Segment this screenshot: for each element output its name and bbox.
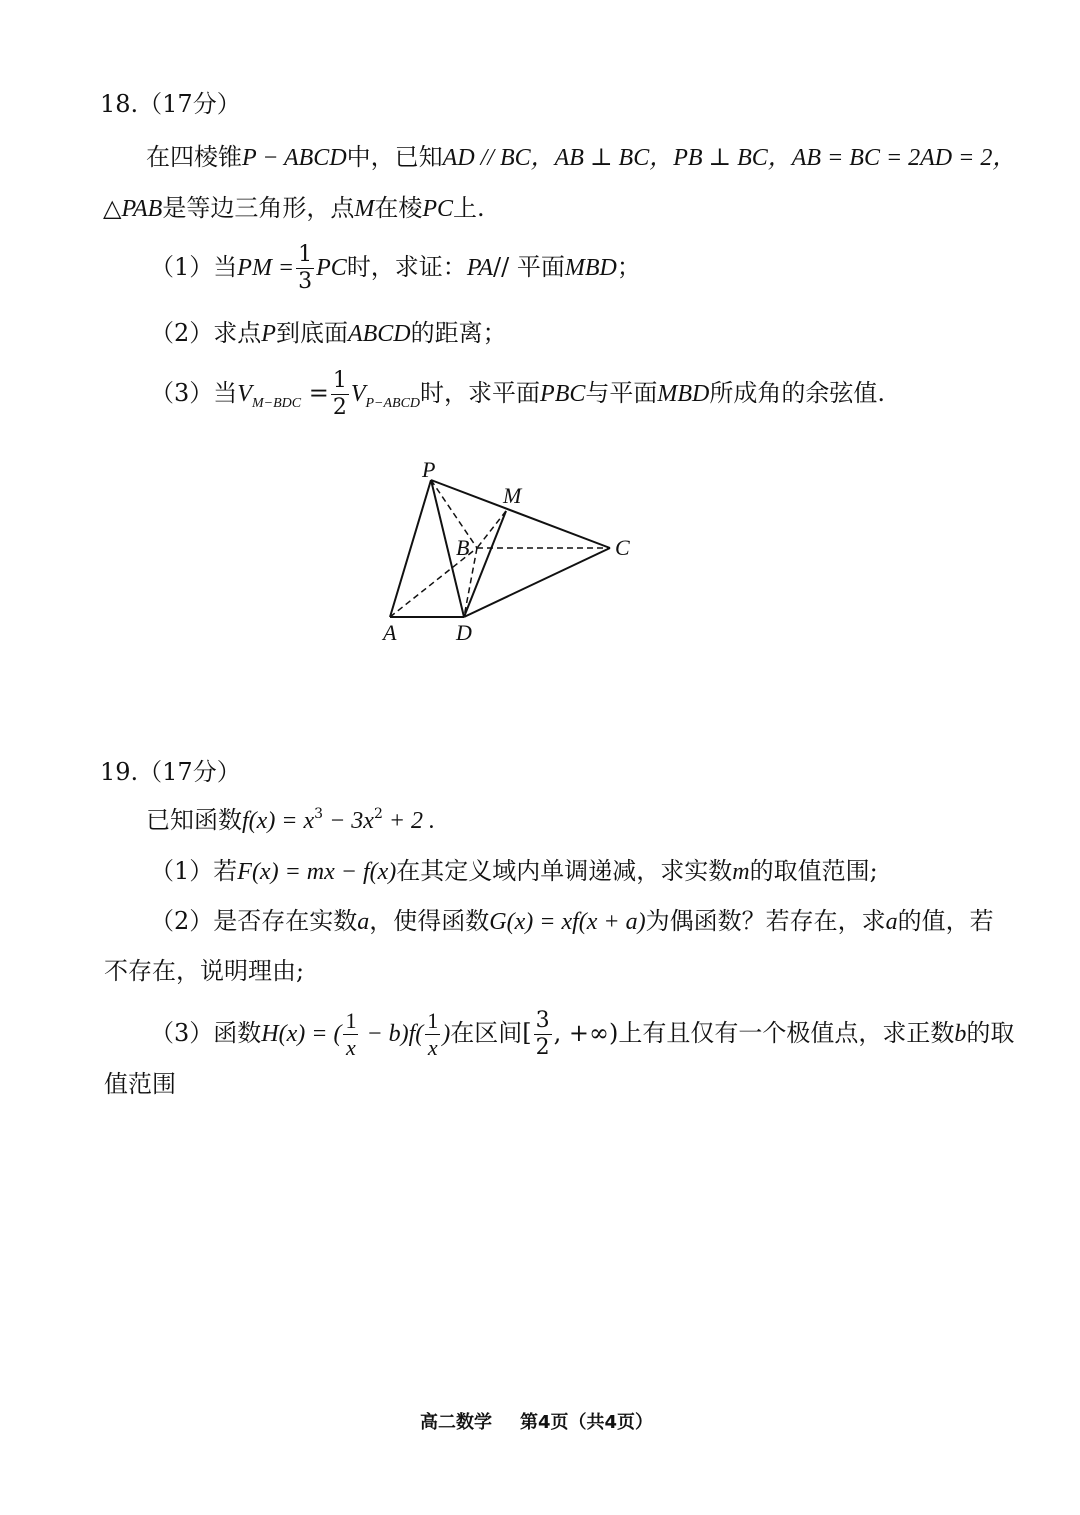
- q19-part2-line2: 不存在，说明理由;: [104, 957, 305, 985]
- q19-part2-a: a: [357, 909, 370, 935]
- q18-part2-text: 到底面: [275, 319, 348, 347]
- fraction-denominator: 2: [535, 1035, 550, 1060]
- q18-part3-eq: =: [308, 379, 329, 407]
- q18-conditions: AD // BC，AB ⊥ BC，PB ⊥ BC，AB = BC = 2AD = 2，: [442, 145, 1017, 171]
- q19-part3-fraction: [425, 1010, 440, 1059]
- q18-part1-text: // 平面: [493, 253, 565, 281]
- q18-part3-text: （3）当: [150, 379, 238, 407]
- q18-part3-v1-subscript: M−BDC: [251, 396, 302, 411]
- q19-part3-line1: [150, 1010, 1014, 1059]
- q19-part3-text: 在区间: [450, 1019, 523, 1047]
- q18-part2-text: 的距离；: [410, 319, 507, 347]
- q19-part1-m: m: [732, 859, 750, 885]
- q19-stem-text: 已知函数: [146, 806, 242, 834]
- q18-stem-line1: [146, 143, 1016, 173]
- q18-part3: [150, 370, 885, 419]
- q19-part2-text: 为偶函数？若存在，求: [645, 907, 886, 935]
- vertex-label-p: P: [422, 457, 436, 482]
- q19-part2-text: （2）是否存在实数: [150, 907, 358, 935]
- q19-part2-formula: G(x) = xf(x + a): [489, 909, 646, 935]
- q19-exponent: 2: [373, 806, 383, 822]
- q18-part2-p: P: [261, 321, 276, 347]
- q19-part2-line1: [150, 907, 994, 937]
- q19-stem: [146, 806, 435, 836]
- q18-part3-mbd: MBD: [657, 381, 710, 407]
- q19-part3-formula: − b)f(: [360, 1021, 424, 1047]
- fraction-denominator: x: [346, 1035, 356, 1060]
- q19-part2-text: ，使得函数: [369, 907, 490, 935]
- edge-dc: [464, 548, 610, 617]
- q18-point-m: M: [354, 196, 375, 222]
- q18-part1-pm: PM =: [237, 255, 295, 281]
- q19-part3-line2: 值范围: [104, 1070, 176, 1098]
- q19-part1: [150, 857, 878, 887]
- q18-pyramid-name: P − ABCD: [242, 145, 347, 171]
- fraction-denominator: 3: [298, 269, 313, 294]
- q19-part3-interval: , +∞): [553, 1019, 619, 1047]
- q18-header: 18.（17分）: [100, 90, 241, 118]
- q18-stem-text: 上.: [453, 194, 485, 222]
- q19-part2-a: a: [885, 909, 898, 935]
- q18-stem-text: 是等边三角形，点: [162, 194, 355, 222]
- q19-function-def: − 3x: [323, 808, 374, 834]
- fraction-numerator: 3: [535, 1008, 550, 1033]
- q19-part1-text: 在其定义域内单调递减，求实数: [396, 857, 733, 885]
- footer: [420, 1408, 653, 1434]
- q19-part3-formula: H(x) = (: [261, 1021, 342, 1047]
- fraction-numerator: 1: [298, 242, 313, 267]
- q18-part1-pa: PA: [466, 255, 494, 281]
- q19-part3-bracket: [: [522, 1019, 532, 1047]
- q18-part3-text: 所成角的余弦值.: [709, 379, 885, 407]
- q18-part1-pc: PC: [316, 255, 347, 281]
- q19-part2-text: 的值，若: [897, 907, 994, 935]
- q18-part1-text: ；: [616, 253, 641, 281]
- fraction-numerator: 1: [345, 1008, 357, 1033]
- footer-subject: 高二数学: [420, 1412, 492, 1433]
- q19-part1-text: 的取值范围;: [749, 857, 878, 885]
- edge-pb-hidden: [431, 480, 477, 548]
- q18-part3-fraction: [331, 370, 349, 419]
- q19-part1-formula: F(x) = mx − f(x): [237, 859, 397, 885]
- fraction-denominator: 2: [332, 395, 347, 420]
- q19-function-def: + 2 .: [382, 808, 436, 834]
- segment-mb-hidden: [477, 511, 506, 548]
- q19-part3-formula: ): [442, 1021, 451, 1047]
- q19-exponent: 3: [314, 806, 324, 822]
- pyramid-figure: [370, 455, 660, 655]
- q18-part1-mbd: MBD: [564, 255, 617, 281]
- vertex-label-c: C: [615, 535, 630, 560]
- q18-part1-text: 时，求证：: [346, 253, 467, 281]
- q18-part2-abcd: ABCD: [347, 321, 411, 347]
- footer-page-number: 第4页（共4页）: [520, 1412, 654, 1433]
- vertex-label-b: B: [456, 535, 470, 560]
- q19-header: 19.（17分）: [100, 758, 241, 786]
- q18-stem-text: 中，已知: [346, 143, 443, 171]
- fraction-numerator: 1: [427, 1008, 439, 1033]
- q18-part3-text: 时，求平面: [420, 379, 541, 407]
- q18-part3-v2-subscript: P−ABCD: [365, 396, 421, 411]
- q18-part3-v1: V: [237, 381, 252, 407]
- q18-part1-text: （1）当: [150, 253, 238, 281]
- vertex-label-a: A: [383, 620, 397, 645]
- q19-function-def: f(x) = x: [242, 808, 315, 834]
- q18-part3-text: 与平面: [585, 379, 658, 407]
- q18-stem-text: 在棱: [374, 194, 423, 222]
- q19-part3-fraction: [534, 1010, 552, 1059]
- q19-part3-text: （3）函数: [150, 1019, 262, 1047]
- q18-triangle: △PAB: [103, 196, 163, 222]
- q19-part3-fraction: [343, 1010, 358, 1059]
- fraction-numerator: 1: [332, 368, 347, 393]
- edge-pa: [390, 480, 431, 617]
- vertex-label-m: M: [503, 483, 522, 508]
- q18-stem-text: 在四棱锥: [146, 143, 242, 171]
- q19-part3-b: b: [954, 1021, 967, 1047]
- q18-part2: [150, 319, 507, 349]
- q19-part1-text: （1）若: [150, 857, 238, 885]
- q18-stem-line2: [103, 194, 485, 224]
- fraction-denominator: x: [427, 1035, 438, 1060]
- q18-edge-pc: PC: [422, 196, 454, 222]
- q18-part3-pbc: PBC: [540, 381, 586, 407]
- q18-part1-fraction: [296, 244, 314, 293]
- vertex-label-d: D: [456, 620, 472, 645]
- q18-part3-v2: V: [350, 381, 366, 407]
- q19-part3-text: 上有且仅有一个极值点，求正数: [618, 1019, 955, 1047]
- q18-part2-text: （2）求点: [150, 319, 262, 347]
- q18-part1: [150, 244, 641, 293]
- q19-part3-text: 的取: [966, 1019, 1015, 1047]
